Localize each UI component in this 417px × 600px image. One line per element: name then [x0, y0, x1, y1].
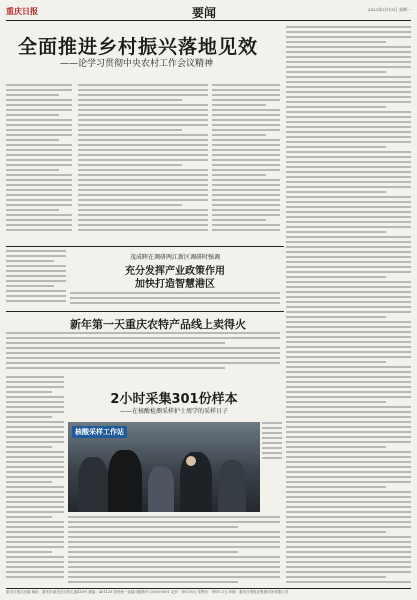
commentary-column — [6, 84, 72, 244]
story4-subhead: ——在核酸检测采样护士周学的采样日子 — [119, 408, 228, 415]
lead-headline: 全面推进乡村振兴落地见效 — [18, 36, 259, 58]
masthead-rule — [6, 20, 411, 21]
paper-name: 重庆日报 — [6, 6, 38, 16]
story2-side-text — [6, 250, 66, 308]
lead-body-right — [212, 84, 280, 244]
lower-left-column — [6, 376, 64, 586]
section-rule-2 — [6, 311, 284, 312]
story4-body — [68, 516, 280, 586]
lead-body-left — [78, 84, 208, 244]
story3-body — [6, 332, 280, 372]
news-photo — [68, 422, 260, 512]
story4-title: 2小时采集301份样本 — [110, 392, 238, 407]
section-rule-1 — [6, 246, 284, 247]
story2-title-line1: 充分发挥产业政策作用 — [125, 266, 225, 277]
photo-caption: 核酸采样工作站 — [72, 426, 127, 438]
right-column — [286, 26, 411, 586]
footer-rule — [6, 588, 411, 589]
masthead — [6, 4, 411, 18]
story2-body — [70, 292, 280, 308]
story2-title-line2: 加快打造智慧港区 — [135, 279, 215, 290]
story3-title: 新年第一天重庆农特产品线上卖得火 — [70, 318, 246, 331]
section-title: 要闻 — [192, 6, 217, 20]
issue-date: 2023年2月13日 星期一 — [367, 7, 411, 12]
lead-subhead: ——论学习贯彻中央农村工作会议精神 — [60, 59, 214, 69]
photo-side-caption — [262, 422, 282, 512]
story2-kicker: 茂成晖在调研两江新区调研时强调 — [129, 254, 220, 261]
footer-text: 重庆日报社出版 地址：重庆市渝北区同茂大道416号 邮编：401120 国内统一连续出版物号 CN50-0001 定价：每月38元 零售价：每份1.5元 印刷：重庆日报报业集团印务有限公司 — [6, 590, 289, 594]
